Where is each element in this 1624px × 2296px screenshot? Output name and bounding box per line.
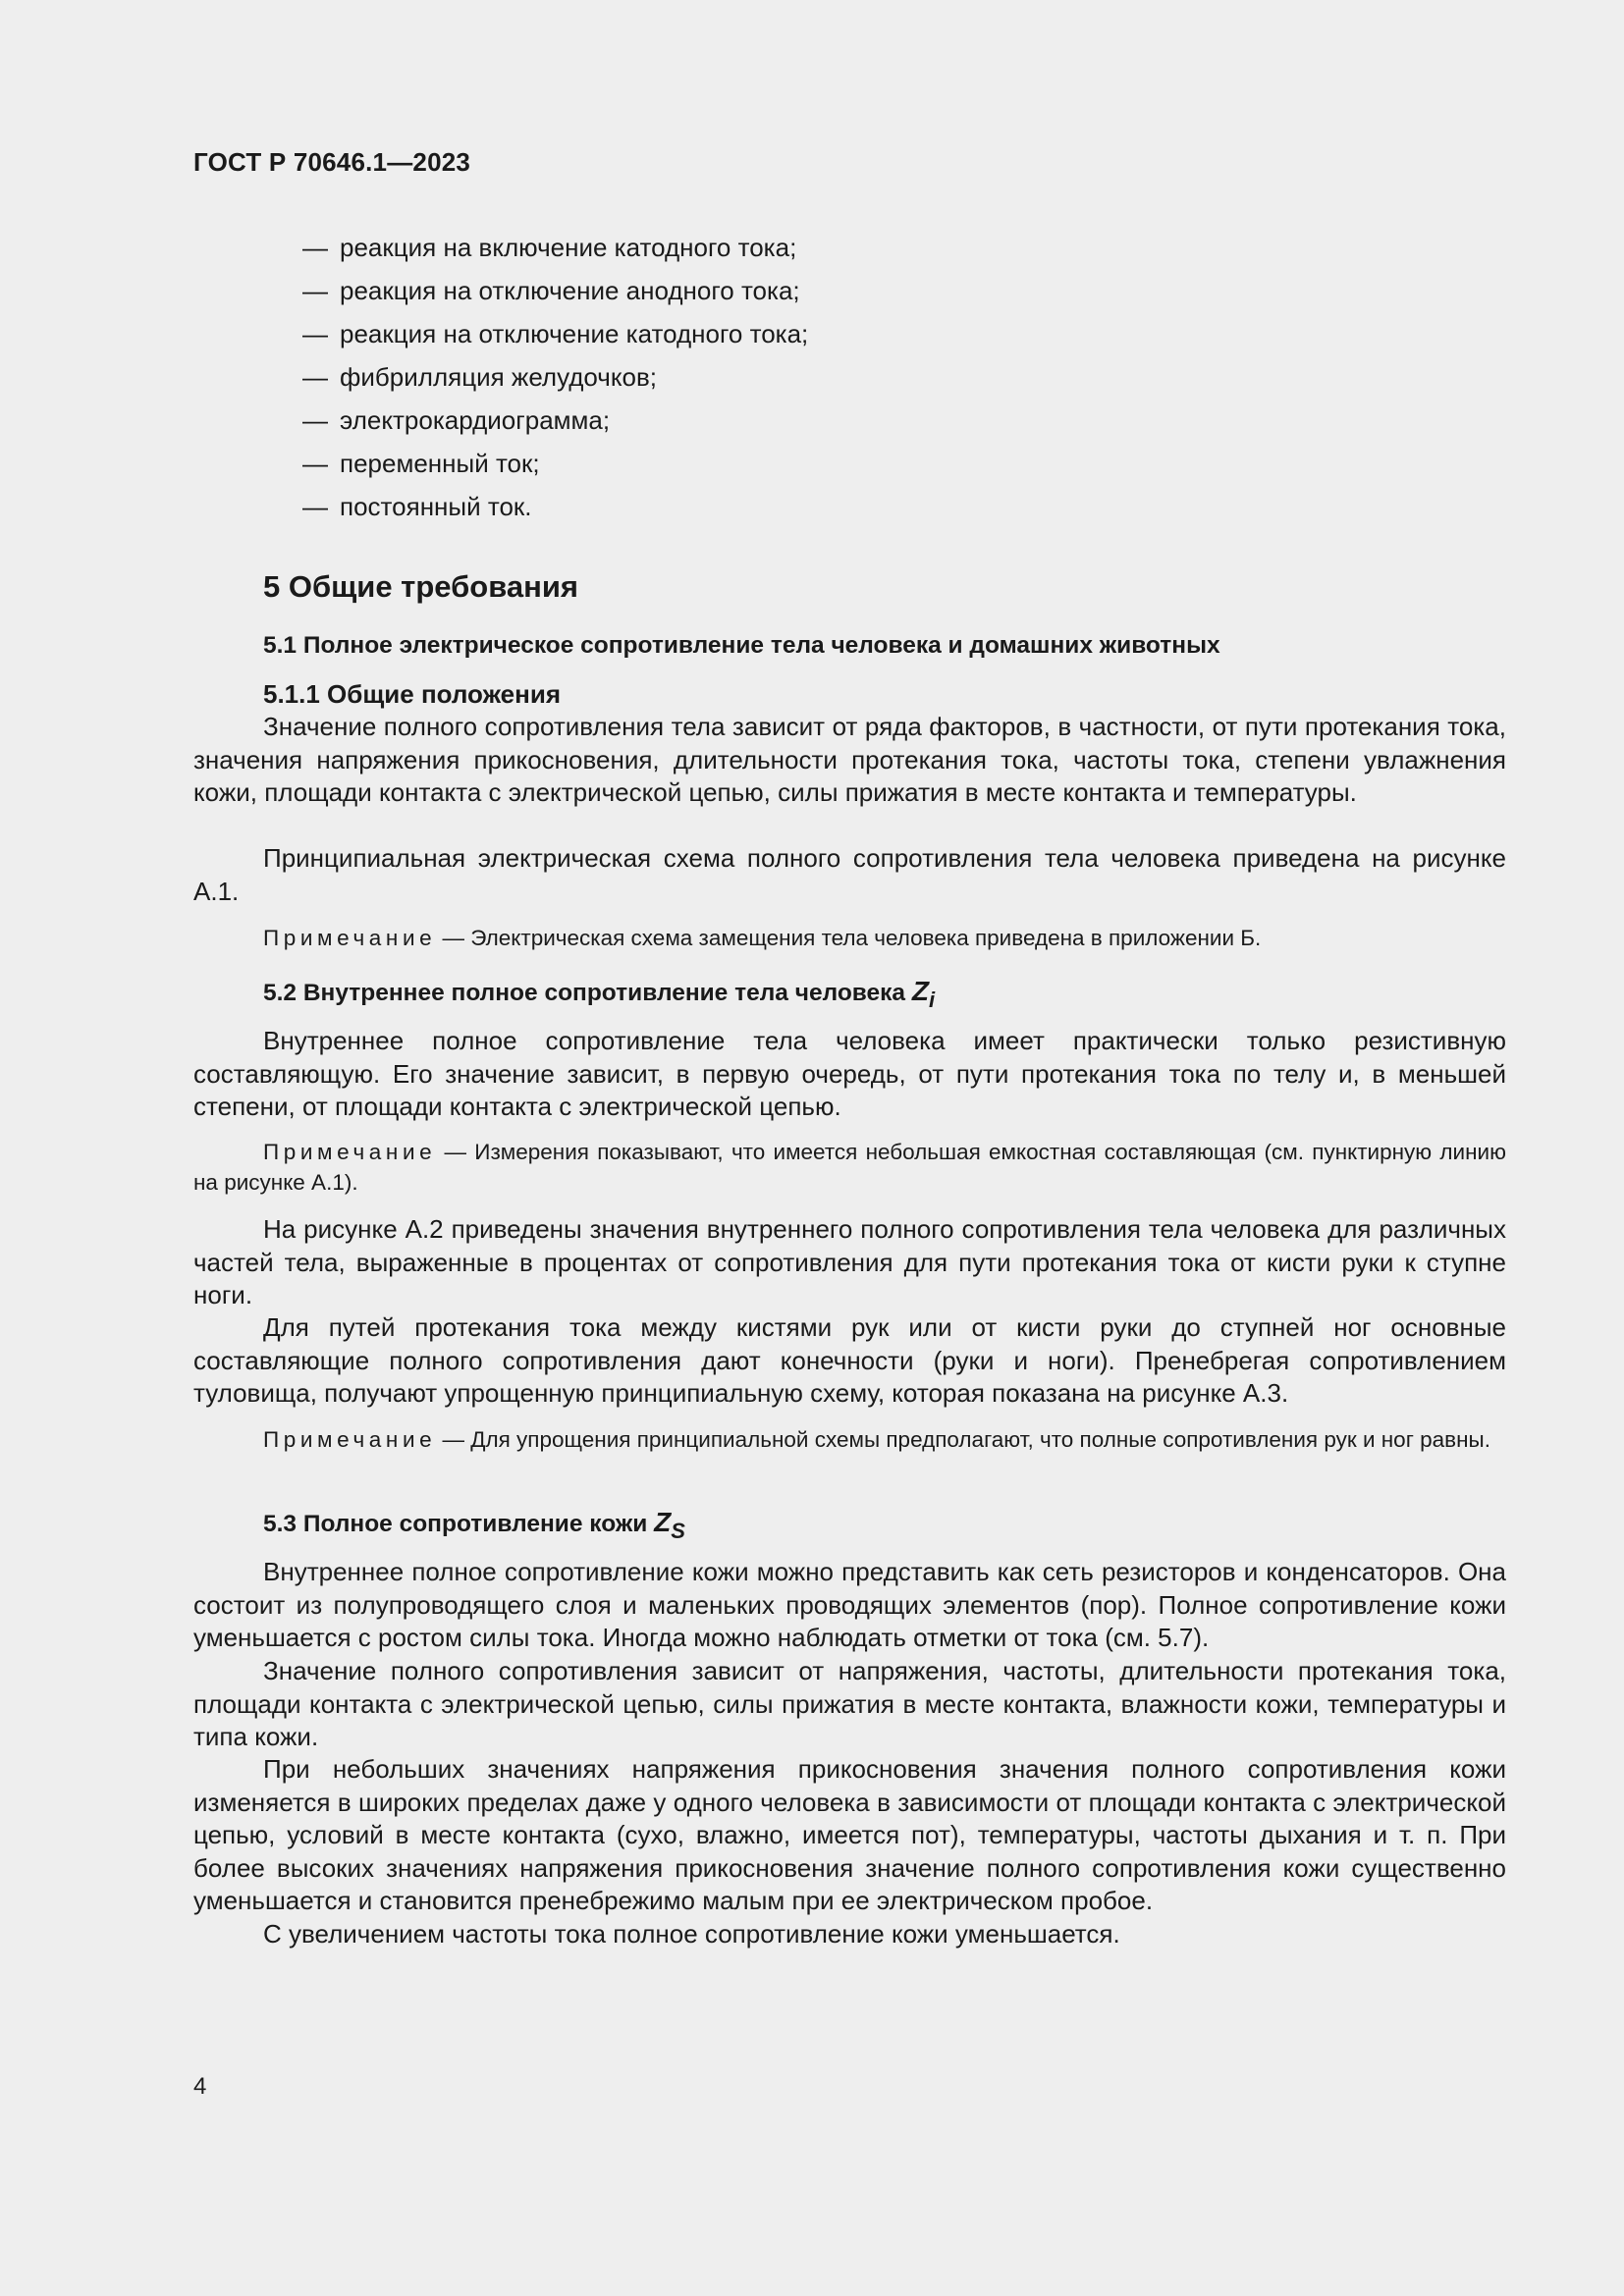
note-label: Примечание — [263, 926, 437, 950]
body-paragraph: Для путей протекания тока между кистями рук или от кисти руки до ступней ног основные составляющие полного сопротивления дают конечности (руки и ноги). Пренебрегая сопротивлением туловища, получают упрощенную принципиальную схему, которая показана на рисунке А.3. — [193, 1312, 1506, 1409]
body-paragraph: Внутреннее полное сопротивление кожи можно представить как сеть резисторов и конденсаторов. Она состоит из полупроводящего слоя и маленьких проводящих элементов (пор). Полное сопротивление кожи уменьшается с ростом силы тока. Иногда можно наблюдать отметки от тока (см. 5.7). — [193, 1557, 1506, 1653]
body-paragraph: Значение полного сопротивления тела зависит от ряда факторов, в частности, от пути протекания тока, значения напряжения прикосновения, длительности протекания тока, частоты тока, степени увлажнения кожи, площади контакта с электрической цепью, силы прижатия в месте контакта и температуры. — [193, 712, 1506, 808]
abbreviation-dash: — — [302, 233, 328, 262]
subsection-heading-text: 5.2 Внутреннее полное сопротивление тела человека — [263, 980, 912, 1006]
body-paragraph: При небольших значениях напряжения прикосновения значения полного сопротивления кожи изменяется в широких пределах даже у одного человека в зависимости от площади контакта с электрической цепью, условий в месте контакта (сухо, влажно, имеется пот), температуры, частоты дыхания и т. п. При более высоких значениях напряжения прикосновения значение полного сопротивления кожи существенно уменьшается и становится пренебрежимо малым при ее электрическом пробое. — [193, 1754, 1506, 1916]
subsection-heading-text: 5.3 Полное сопротивление кожи — [263, 1511, 655, 1537]
note-text: — Электрическая схема замещения тела человека приведена в приложении Б. — [436, 926, 1262, 950]
abbreviation-dash: — — [302, 405, 328, 435]
note — [193, 923, 1506, 953]
body-paragraph: Принципиальная электрическая схема полного сопротивления тела человека приведена на рисунке А.1. — [193, 843, 1506, 906]
body-paragraph: Внутреннее полное сопротивление тела человека имеет практически только резистивную составляющую. Его значение зависит, в первую очередь, от пути протекания тока по телу и, в меньшей степени, от площади контакта с электрической цепью. — [193, 1026, 1506, 1122]
note-text: — Для упрощения принципиальной схемы предполагают, что полные сопротивления рук и ног равны. — [436, 1427, 1490, 1452]
impedance-symbol: $Z_i$ — [911, 976, 936, 1012]
section-heading: 5 Общие требования — [263, 569, 578, 604]
abbreviation-dash: — — [302, 319, 328, 348]
body-paragraph: Значение полного сопротивления зависит от напряжения, частоты, длительности протекания тока, площади контакта с электрической цепью, силы прижатия в месте контакта, влажности кожи, температуры и типа кожи. — [193, 1656, 1506, 1752]
note-label: Примечание — [263, 1140, 437, 1164]
subsection-heading: 5.1 Полное электрическое сопротивление тела человека и домашних животных — [263, 632, 1220, 659]
note — [193, 1424, 1506, 1455]
abbreviation-definition: электрокардиограмма; — [340, 405, 611, 435]
abbreviation-dash: — — [302, 362, 328, 392]
abbreviation-definition: реакция на отключение анодного тока; — [340, 276, 800, 305]
clause-heading: 5.1.1 Общие положения — [263, 679, 561, 709]
document-identifier: ГОСТ Р 70646.1—2023 — [193, 147, 471, 177]
note — [193, 1137, 1506, 1198]
abbreviation-dash: — — [302, 276, 328, 305]
impedance-symbol: $Z_S$ — [654, 1507, 685, 1543]
subsection-heading — [263, 1507, 685, 1544]
abbreviation-dash: — — [302, 449, 328, 478]
subsection-heading — [263, 976, 935, 1013]
body-paragraph: На рисунке А.2 приведены значения внутреннего полного сопротивления тела человека для различных частей тела, выраженные в процентах от сопротивления для пути протекания тока от кисти руки к ступне ноги. — [193, 1214, 1506, 1310]
abbreviation-definition: реакция на включение катодного тока; — [340, 233, 797, 262]
abbreviation-dash: — — [302, 492, 328, 521]
abbreviation-definition: переменный ток; — [340, 449, 540, 478]
body-paragraph: С увеличением частоты тока полное сопротивление кожи уменьшается. — [263, 1919, 1120, 1949]
abbreviation-definition: реакция на отключение катодного тока; — [340, 319, 809, 348]
page-number: 4 — [193, 2073, 207, 2100]
abbreviation-definition: постоянный ток. — [340, 492, 532, 521]
note-label: Примечание — [263, 1427, 437, 1452]
note-text: — Измерения показывают, что имеется небольшая емкостная составляющая (см. пунктирную линию на рисунке А.1). — [193, 1140, 1506, 1195]
abbreviation-definition: фибрилляция желудочков; — [340, 362, 657, 392]
